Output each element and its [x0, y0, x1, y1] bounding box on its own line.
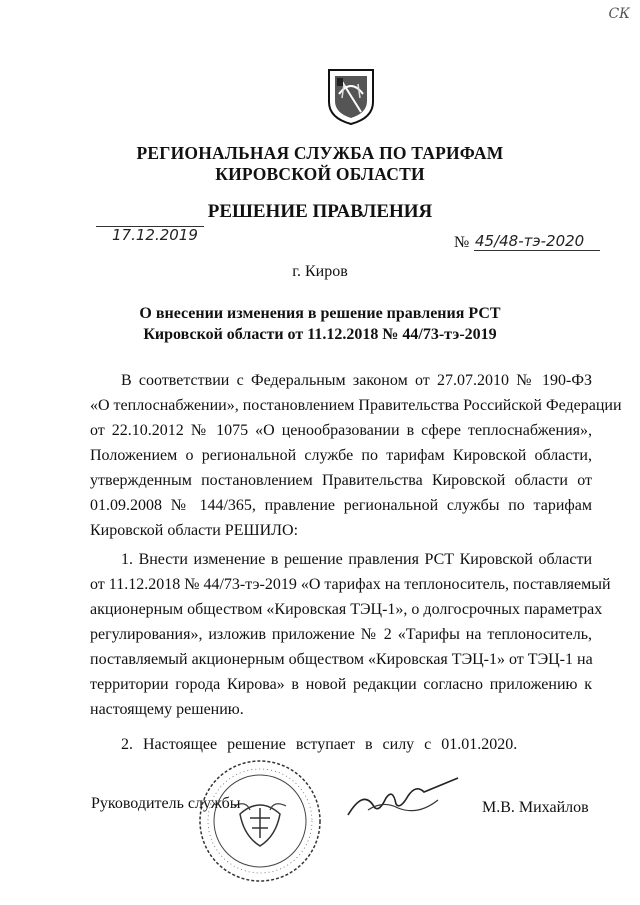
handwritten-signature [338, 770, 468, 830]
preamble-line: В соответствии с Федеральным законом от 27.07.2010 № 190-ФЗ [121, 372, 592, 389]
coat-of-arms-icon [327, 68, 375, 126]
preamble-line: «О теплоснабжении», постановлением Правительства Российской Федерации [90, 397, 622, 414]
item1-line: территории города Кирова» в новой редакции согласно приложению к [90, 676, 592, 693]
item1-line: поставляемый акционерным обществом «Кировская ТЭЦ-1» от ТЭЦ-1 на [90, 651, 593, 668]
subject-line2: Кировской области от 11.12.2018 № 44/73-тэ-2019 [143, 326, 497, 343]
preamble-line: от 22.10.2012 № 1075 «О ценообразовании в сфере теплоснабжения», [90, 422, 592, 439]
corner-mark: СК [608, 6, 630, 22]
number-label: № [454, 234, 470, 251]
item1-line: настоящему решению. [90, 701, 244, 718]
signatory-position: Руководитель службы [91, 795, 241, 812]
document-type: РЕШЕНИЕ ПРАВЛЕНИЯ [207, 201, 433, 222]
subject-line1: О внесении изменения в решение правления РСТ [139, 305, 501, 322]
preamble-line: 01.09.2008 № 144/365, правление региональной службы по тарифам [90, 497, 592, 514]
organization-line1: РЕГИОНАЛЬНАЯ СЛУЖБА ПО ТАРИФАМ [136, 143, 504, 163]
document-number: 45/48-тэ-2020 [475, 232, 585, 250]
preamble-line: Кировской области РЕШИЛО: [90, 522, 299, 539]
item1-line: от 11.12.2018 № 44/73-тэ-2019 «О тарифах на теплоноситель, поставляемый [90, 576, 611, 593]
item1-line: регулирования», изложив приложение № 2 «Тарифы на теплоноситель, [90, 626, 592, 643]
item2-line: 2. Настоящее решение вступает в силу с 01.01.2020. [121, 736, 518, 753]
document-date: 17.12.2019 [112, 226, 198, 244]
item1-line: 1. Внести изменение в решение правления РСТ Кировской области [121, 551, 592, 568]
city: г. Киров [292, 263, 348, 280]
organization-line2: КИРОВСКОЙ ОБЛАСТИ [215, 164, 425, 184]
preamble-line: Положением о региональной службе по тарифам Кировской области, [90, 447, 592, 464]
preamble-line: утвержденным постановлением Правительства Кировской области от [90, 472, 592, 489]
item1-line: акционерным обществом «Кировская ТЭЦ-1», о долгосрочных параметрах [90, 601, 603, 618]
official-seal-stamp [194, 756, 326, 886]
signatory-name: М.В. Михайлов [482, 799, 589, 816]
number-underline [474, 250, 600, 251]
